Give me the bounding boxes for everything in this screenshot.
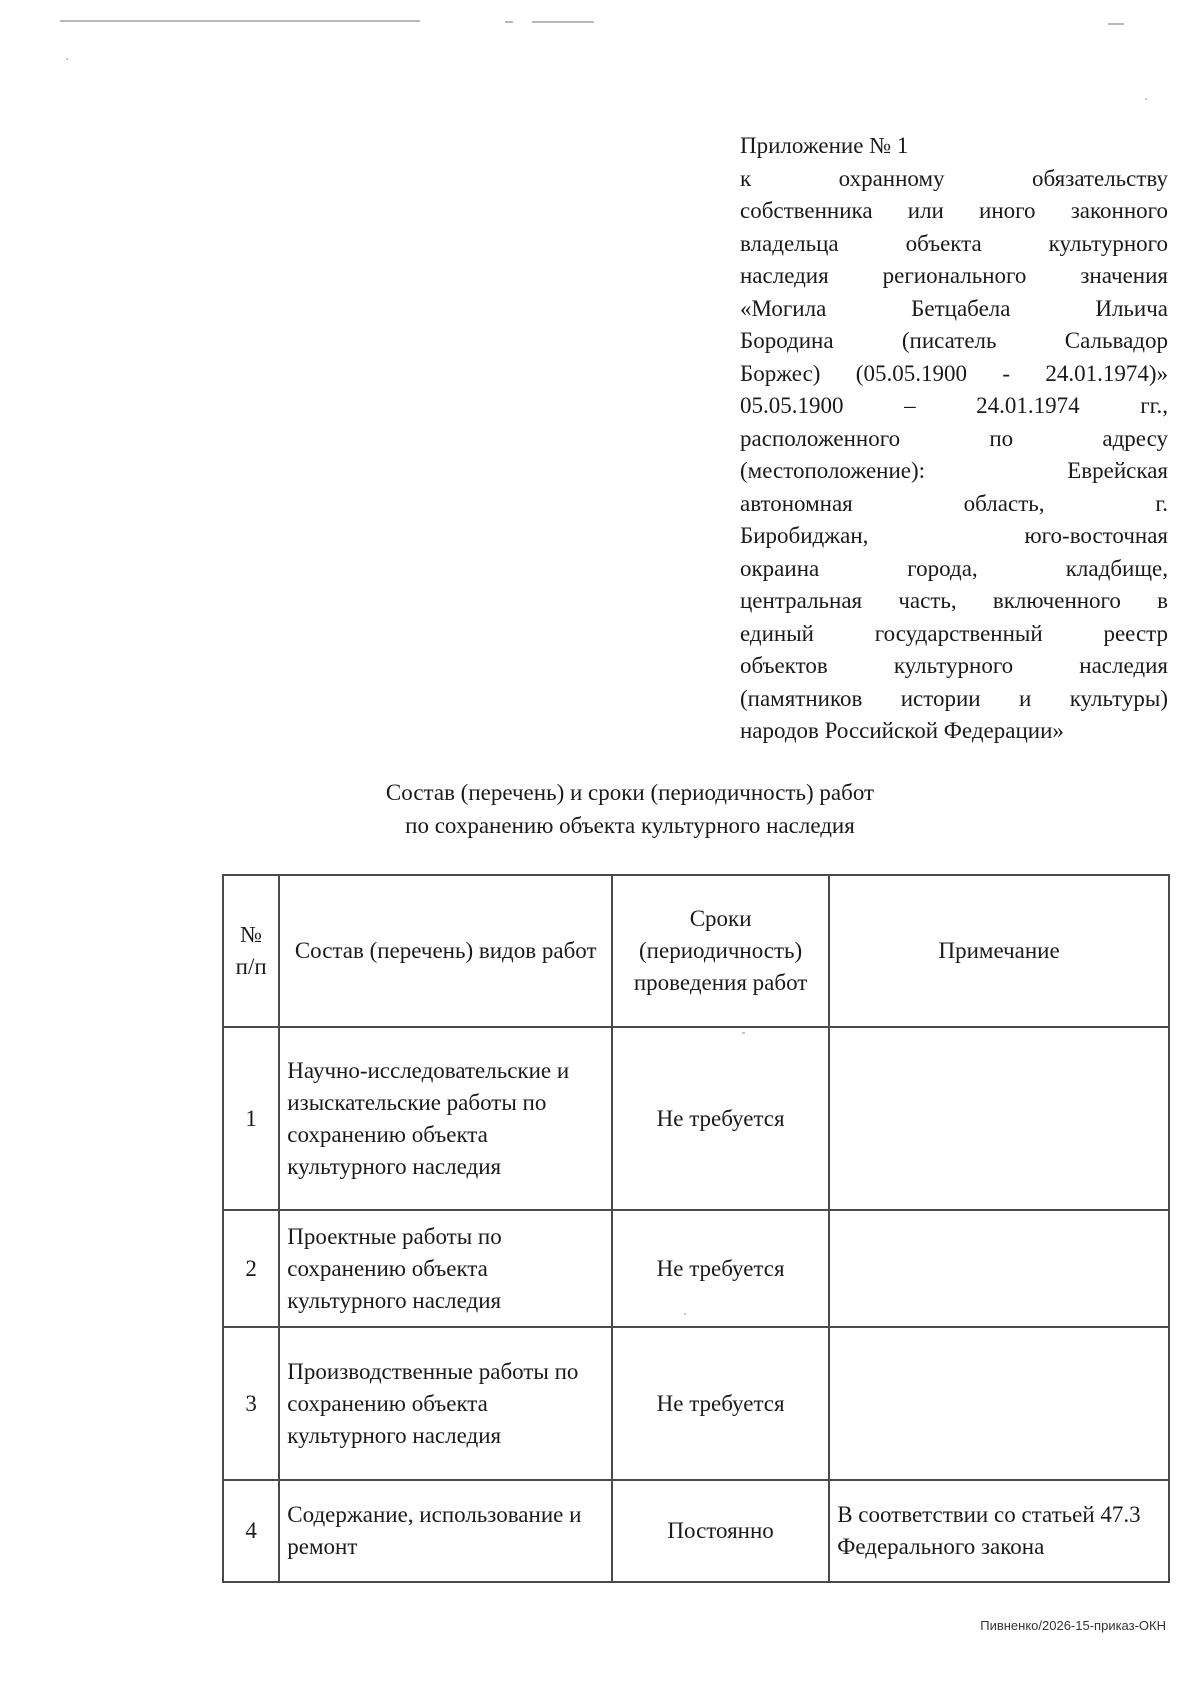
header-work: Состав (перечень) видов работ xyxy=(279,875,612,1027)
appendix-header-block xyxy=(740,130,1168,748)
works-table xyxy=(222,874,1170,1583)
appendix-text-line: окраина города, кладбище, xyxy=(740,555,1168,581)
appendix-text-line: Биробиджан, юго-восточная xyxy=(740,523,1168,548)
heading-line-2: по сохранению объекта культурного наследия xyxy=(405,813,855,838)
header-num: № п/п xyxy=(223,875,279,1027)
row-work: Содержание, использование и ремонт xyxy=(279,1480,612,1582)
row-note xyxy=(829,1027,1169,1210)
scan-artifact-line xyxy=(1108,23,1124,25)
row-term: Постоянно xyxy=(612,1480,829,1582)
appendix-text-line: расположенного по адресу xyxy=(740,425,1168,451)
row-term: Не требуется xyxy=(612,1327,829,1480)
appendix-text-line: собственника или иного законного xyxy=(740,198,1168,223)
heading-line-1: Состав (перечень) и сроки (периодичность) работ xyxy=(385,780,875,805)
appendix-text-line: владельца объекта культурного xyxy=(740,230,1168,256)
appendix-text-line: единый государственный реестр xyxy=(740,620,1168,646)
row-note xyxy=(829,1210,1169,1327)
row-num: 4 xyxy=(223,1480,279,1582)
header-note: Примечание xyxy=(829,875,1169,1027)
row-term: Не требуется xyxy=(612,1210,829,1327)
row-num: 2 xyxy=(223,1210,279,1327)
row-work: Научно-исследовательские и изыскательские работы по сохранению объекта культурного наследия xyxy=(279,1027,612,1210)
table-header-row xyxy=(223,875,1169,1027)
section-heading xyxy=(200,776,1060,842)
appendix-text-line: центральная часть, включенного в xyxy=(740,588,1168,613)
table-row xyxy=(223,1480,1169,1582)
row-term: Не требуется xyxy=(612,1027,829,1210)
scan-artifact-line xyxy=(60,20,420,22)
scan-artifact-line xyxy=(532,21,594,23)
row-work: Производственные работы по сохранению объекта культурного наследия xyxy=(279,1327,612,1480)
appendix-text-line: наследия регионального значения xyxy=(740,263,1168,288)
table-row xyxy=(223,1210,1169,1327)
scan-artifact-speck xyxy=(66,58,68,60)
row-note: В соответствии со статьей 47.3 Федерального закона xyxy=(829,1480,1169,1582)
appendix-text-line: (памятников истории и культуры) xyxy=(740,685,1168,711)
scan-artifact-speck xyxy=(1145,98,1147,100)
row-note xyxy=(829,1327,1169,1480)
header-term: Сроки (периодичность) проведения работ xyxy=(612,875,829,1027)
appendix-text-line: народов Российской Федерации» xyxy=(740,718,1064,743)
appendix-text-line: объектов культурного наследия xyxy=(740,653,1168,678)
row-work: Проектные работы по сохранению объекта культурного наследия xyxy=(279,1210,612,1327)
scan-artifact-line xyxy=(505,21,513,23)
appendix-title: Приложение № 1 xyxy=(740,133,909,158)
appendix-text-line: 05.05.1900 – 24.01.1974 гг., xyxy=(740,393,1168,418)
appendix-text-line: «Могила Бетцабела Ильича xyxy=(740,295,1168,321)
row-num: 3 xyxy=(223,1327,279,1480)
appendix-text-line: Бородина (писатель Сальвадор xyxy=(740,328,1168,353)
appendix-text-line: Боржес) (05.05.1900 - 24.01.1974)» xyxy=(740,360,1168,386)
document-reference: Пивненко/2026-15-приказ-ОКН xyxy=(980,1618,1166,1633)
row-num: 1 xyxy=(223,1027,279,1210)
table-row xyxy=(223,1027,1169,1210)
appendix-text-line: к охранному обязательству xyxy=(740,165,1168,191)
table-row xyxy=(223,1327,1169,1480)
appendix-text-line: (местоположение): Еврейская xyxy=(740,458,1168,483)
appendix-text-line: автономная область, г. xyxy=(740,490,1168,516)
